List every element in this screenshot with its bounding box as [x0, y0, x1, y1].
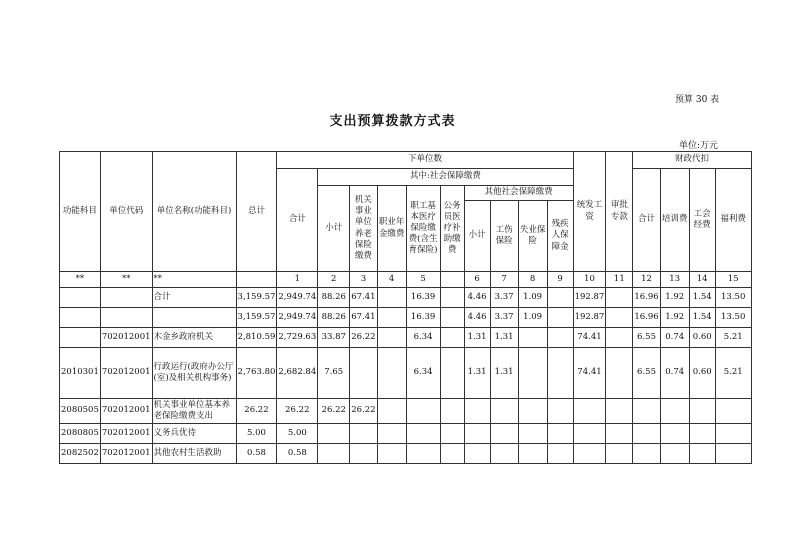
table-cell — [406, 424, 440, 444]
header-disabled: 残疾人保障金 — [547, 201, 573, 272]
table-cell: 192.87 — [573, 308, 606, 328]
table-cell — [660, 424, 689, 444]
index-cell: 12 — [633, 272, 660, 288]
header-injury: 工伤保险 — [490, 201, 518, 272]
table-cell — [490, 444, 518, 464]
table-cell — [152, 308, 236, 328]
table-cell — [573, 444, 606, 464]
table-cell: 0.74 — [660, 328, 689, 348]
header-lower-units: 下单位数 — [277, 152, 573, 169]
table-row — [60, 288, 752, 308]
header-annuity: 职业年金缴费 — [377, 186, 406, 272]
table-cell: 26.22 — [350, 328, 377, 348]
table-cell — [377, 348, 406, 399]
table-cell — [606, 348, 633, 399]
table-cell: 67.41 — [350, 288, 377, 308]
table-cell: 702012001 — [100, 444, 152, 464]
table-cell: 2,729.63 — [277, 328, 318, 348]
table-cell — [518, 348, 547, 399]
table-cell: 88.26 — [318, 308, 350, 328]
index-cell: 13 — [660, 272, 689, 288]
table-cell: 6.34 — [406, 348, 440, 399]
table-cell: 1.92 — [660, 308, 689, 328]
table-cell: 702012001 — [100, 328, 152, 348]
table-cell — [377, 308, 406, 328]
table-row — [60, 308, 752, 328]
table-cell — [633, 399, 660, 424]
header-other-social: 其他社会保障缴费 — [464, 186, 573, 201]
header-unemployment: 失业保险 — [518, 201, 547, 272]
table-cell — [606, 399, 633, 424]
index-cell: 3 — [350, 272, 377, 288]
index-cell: 2 — [318, 272, 350, 288]
table-cell — [100, 288, 152, 308]
table-cell: 74.41 — [573, 348, 606, 399]
table-cell — [606, 444, 633, 464]
table-cell — [490, 399, 518, 424]
table-cell: 16.39 — [406, 288, 440, 308]
index-cell: ** — [152, 272, 236, 288]
index-cell: 14 — [689, 272, 715, 288]
table-cell — [606, 288, 633, 308]
table-cell — [633, 444, 660, 464]
table-cell: 26.22 — [318, 399, 350, 424]
table-cell: 1.31 — [490, 348, 518, 399]
table-row — [60, 444, 752, 464]
table-cell: 1.54 — [689, 308, 715, 328]
table-row — [60, 348, 752, 399]
table-cell — [573, 399, 606, 424]
header-fd-total: 合计 — [633, 169, 660, 272]
table-cell: 0.58 — [277, 444, 318, 464]
table-row — [60, 424, 752, 444]
table-cell: 0.60 — [689, 328, 715, 348]
table-cell — [660, 444, 689, 464]
table-cell: 其他农村生活救助 — [152, 444, 236, 464]
table-cell — [518, 399, 547, 424]
table-cell — [547, 399, 573, 424]
table-cell — [547, 328, 573, 348]
table-cell — [318, 444, 350, 464]
index-cell: 4 — [377, 272, 406, 288]
table-cell: 26.22 — [350, 399, 377, 424]
table-cell: 16.96 — [633, 288, 660, 308]
table-cell — [547, 444, 573, 464]
table-cell: 5.21 — [715, 348, 751, 399]
table-number-label: 预算 30 表 — [675, 95, 720, 105]
table-cell: 26.22 — [277, 399, 318, 424]
index-cell — [440, 272, 464, 288]
header-social-subtotal: 小计 — [318, 186, 350, 272]
table-cell — [406, 399, 440, 424]
header-unit-code: 单位代码 — [100, 152, 152, 272]
header-unit-name: 单位名称(功能科目) — [152, 152, 236, 272]
index-cell: 8 — [518, 272, 547, 288]
table-cell — [689, 424, 715, 444]
header-salary: 统发工资 — [573, 152, 606, 272]
table-cell: 88.26 — [318, 288, 350, 308]
table-cell — [547, 424, 573, 444]
table-cell: 行政运行(政府办公厅(室)及相关机构事务) — [152, 348, 236, 399]
header-org-pension: 机关事业单位养老保险缴费 — [350, 186, 377, 272]
table-cell — [100, 308, 152, 328]
table-cell — [689, 444, 715, 464]
table-cell — [377, 399, 406, 424]
table-cell — [377, 444, 406, 464]
table-cell — [440, 348, 464, 399]
table-cell: 5.00 — [277, 424, 318, 444]
table-cell: 木金乡政府机关 — [152, 328, 236, 348]
table-cell — [440, 399, 464, 424]
index-cell: 5 — [406, 272, 440, 288]
table-cell — [377, 328, 406, 348]
unit-label: 单位:万元 — [679, 141, 719, 151]
table-cell: 5.00 — [236, 424, 277, 444]
table-cell: 74.41 — [573, 328, 606, 348]
table-cell — [518, 328, 547, 348]
table-cell: 13.50 — [715, 288, 751, 308]
table-cell: 0.60 — [689, 348, 715, 399]
table-cell: 2,949.74 — [277, 288, 318, 308]
header-medical: 职工基本医疗保险缴费(含生育保险) — [406, 186, 440, 272]
table-cell: 6.34 — [406, 328, 440, 348]
table-cell — [440, 288, 464, 308]
table-cell — [547, 348, 573, 399]
table-cell: 1.31 — [464, 328, 490, 348]
table-cell — [60, 328, 101, 348]
table-cell — [440, 308, 464, 328]
table-cell: 16.39 — [406, 308, 440, 328]
table-cell — [633, 424, 660, 444]
header-total: 总计 — [236, 152, 277, 272]
table-cell — [547, 308, 573, 328]
table-cell — [440, 444, 464, 464]
index-row — [60, 272, 752, 288]
table-cell: 33.87 — [318, 328, 350, 348]
table-cell: 702012001 — [100, 424, 152, 444]
budget-table — [59, 151, 752, 464]
header-func-code: 功能科目 — [60, 152, 101, 272]
table-cell: 192.87 — [573, 288, 606, 308]
table-cell — [464, 424, 490, 444]
table-cell: 2080505 — [60, 399, 101, 424]
header-finance-deduct: 财政代扣 — [633, 152, 751, 169]
table-cell — [689, 399, 715, 424]
header-other-subtotal: 小计 — [464, 201, 490, 272]
index-cell: 7 — [490, 272, 518, 288]
table-cell — [715, 424, 751, 444]
table-cell: 0.58 — [236, 444, 277, 464]
table-row — [60, 399, 752, 424]
table-cell: 3,159.57 — [236, 288, 277, 308]
table-cell — [318, 424, 350, 444]
table-cell — [606, 328, 633, 348]
header-civil-medical: 公务员医疗补助缴费 — [440, 186, 464, 272]
table-cell — [464, 444, 490, 464]
table-cell — [440, 424, 464, 444]
index-cell: ** — [60, 272, 101, 288]
table-cell: 3.37 — [490, 308, 518, 328]
table-cell: 67.41 — [350, 308, 377, 328]
index-cell: 1 — [277, 272, 318, 288]
table-cell: 机关事业单位基本养老保险缴费支出 — [152, 399, 236, 424]
table-cell: 1.31 — [490, 328, 518, 348]
table-cell: 2,763.80 — [236, 348, 277, 399]
header-welfare: 福利费 — [715, 169, 751, 272]
table-cell: 702012001 — [100, 348, 152, 399]
table-cell: 1.92 — [660, 288, 689, 308]
page-title: 支出预算拨款方式表 — [329, 114, 456, 129]
table-cell: 2082502 — [60, 444, 101, 464]
table-cell: 义务兵优待 — [152, 424, 236, 444]
header-of-which-social: 其中:社会保障缴费 — [318, 169, 573, 186]
table-cell: 4.46 — [464, 308, 490, 328]
table-cell — [715, 399, 751, 424]
table-cell: 1.54 — [689, 288, 715, 308]
table-cell — [715, 444, 751, 464]
table-cell — [464, 399, 490, 424]
table-cell — [60, 308, 101, 328]
header-union: 工会经费 — [689, 169, 715, 272]
table-cell: 26.22 — [236, 399, 277, 424]
table-cell: 6.55 — [633, 348, 660, 399]
header-training: 培训费 — [660, 169, 689, 272]
table-row — [60, 328, 752, 348]
table-cell: 2010301 — [60, 348, 101, 399]
table-cell — [518, 444, 547, 464]
table-cell — [660, 399, 689, 424]
header-approved: 审批专款 — [606, 152, 633, 272]
index-cell: ** — [100, 272, 152, 288]
table-cell — [606, 308, 633, 328]
table-cell — [350, 348, 377, 399]
index-cell: 11 — [606, 272, 633, 288]
index-cell — [236, 272, 277, 288]
table-cell: 702012001 — [100, 399, 152, 424]
table-cell: 7.65 — [318, 348, 350, 399]
index-cell: 10 — [573, 272, 606, 288]
table-cell: 13.50 — [715, 308, 751, 328]
table-cell: 2,810.59 — [236, 328, 277, 348]
table-cell — [547, 288, 573, 308]
table-cell: 16.96 — [633, 308, 660, 328]
table-cell — [377, 424, 406, 444]
table-cell — [518, 424, 547, 444]
table-cell: 1.31 — [464, 348, 490, 399]
index-cell: 15 — [715, 272, 751, 288]
table-cell: 1.09 — [518, 308, 547, 328]
table-cell — [606, 424, 633, 444]
table-cell: 2,949.74 — [277, 308, 318, 328]
table-cell: 4.46 — [464, 288, 490, 308]
table-cell: 0.74 — [660, 348, 689, 399]
table-cell — [350, 424, 377, 444]
index-cell: 6 — [464, 272, 490, 288]
table-cell: 1.09 — [518, 288, 547, 308]
table-cell — [377, 288, 406, 308]
table-cell — [350, 444, 377, 464]
table-cell — [406, 444, 440, 464]
table-cell — [440, 328, 464, 348]
table-cell — [573, 424, 606, 444]
table-cell: 2080805 — [60, 424, 101, 444]
table-cell: 2,682.84 — [277, 348, 318, 399]
index-cell: 9 — [547, 272, 573, 288]
header-lower-total: 合计 — [277, 169, 318, 272]
table-cell: 3.37 — [490, 288, 518, 308]
table-cell: 5.21 — [715, 328, 751, 348]
table-cell: 6.55 — [633, 328, 660, 348]
table-cell — [490, 424, 518, 444]
table-cell: 3,159.57 — [236, 308, 277, 328]
table-cell — [60, 288, 101, 308]
table-cell: 合计 — [152, 288, 236, 308]
